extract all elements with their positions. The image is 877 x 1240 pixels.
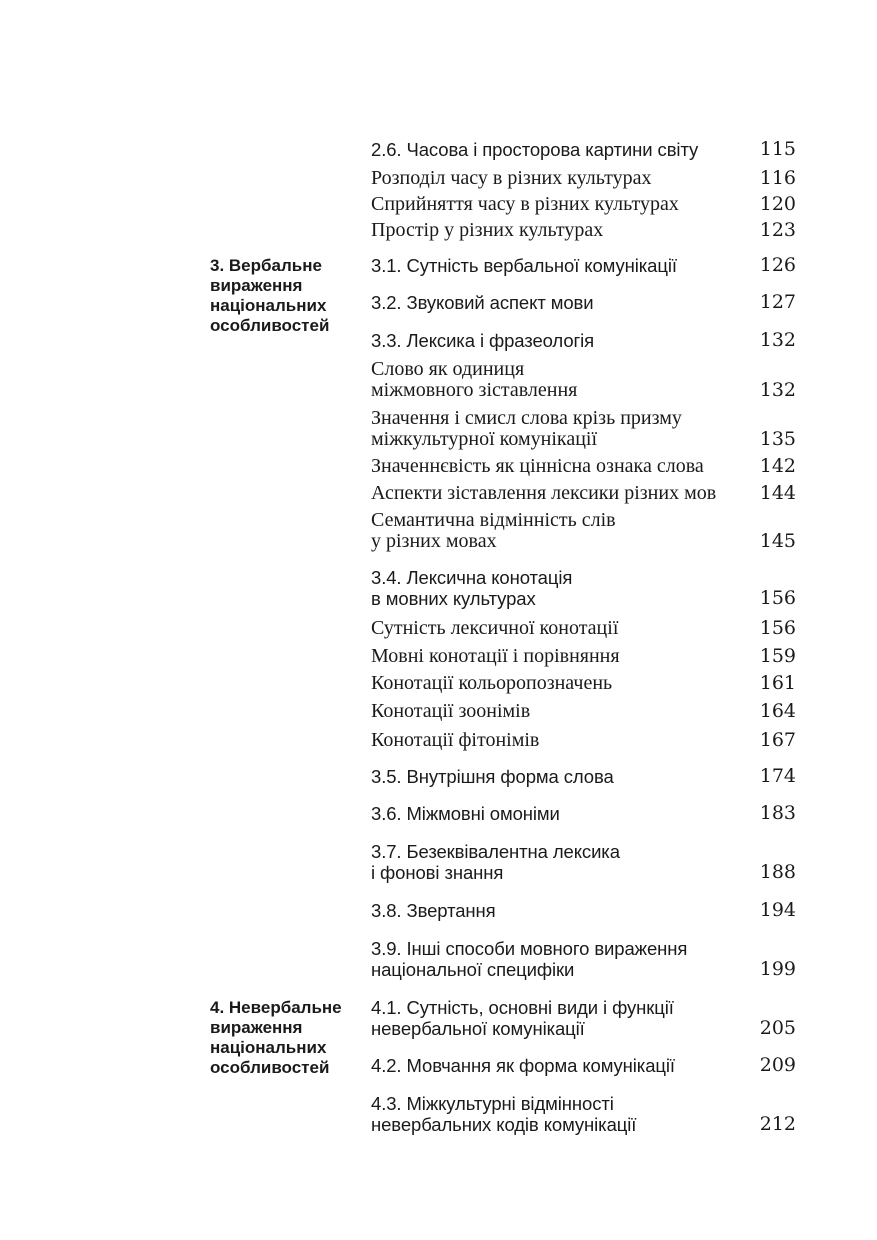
section-heading-line: особливостей bbox=[210, 1058, 330, 1077]
toc-entry-title: 3.2. Звуковий аспект мови bbox=[371, 292, 594, 313]
toc-entry-title: Слово як одиниця bbox=[371, 358, 525, 380]
toc-entry-title: 3.8. Звертання bbox=[371, 900, 496, 921]
toc-entry bbox=[371, 330, 796, 351]
toc-entry bbox=[371, 1093, 796, 1135]
toc-entry-title: невербальних кодів комунікації bbox=[371, 1114, 637, 1135]
toc-page-number: 159 bbox=[759, 645, 796, 667]
toc-entry-title: 3.4. Лексична конотація bbox=[371, 567, 573, 588]
toc-entry bbox=[371, 510, 796, 552]
toc-entry-title: невербальної комунікації bbox=[371, 1018, 585, 1039]
toc-entry bbox=[371, 220, 796, 241]
section-heading-line: вираження bbox=[210, 276, 303, 295]
toc-entry-title: Мовні конотації і порівняння bbox=[371, 645, 620, 667]
toc-entry bbox=[371, 483, 796, 504]
toc-page-number: 161 bbox=[759, 672, 796, 694]
toc-entry bbox=[371, 673, 796, 694]
toc-entry-title: 2.6. Часова і просторова картини світу bbox=[371, 139, 699, 160]
toc-entry bbox=[371, 456, 796, 477]
toc-page-number: 164 bbox=[759, 700, 796, 722]
toc-page-number: 183 bbox=[759, 802, 796, 824]
toc-entry bbox=[371, 701, 796, 722]
toc-entry bbox=[371, 194, 796, 215]
section-heading-line: вираження bbox=[210, 1018, 303, 1037]
section-heading-4 bbox=[210, 998, 342, 1078]
toc-page-number: 123 bbox=[759, 219, 796, 241]
toc-entry-title: 3.7. Безеквівалентна лексика bbox=[371, 841, 620, 862]
section-heading-line: 3. Вербальне bbox=[210, 256, 322, 275]
toc-page-number: 120 bbox=[759, 193, 796, 215]
toc-entry bbox=[371, 900, 796, 921]
toc-entry-title: у різних мовах bbox=[371, 530, 497, 552]
toc-entry bbox=[371, 567, 796, 609]
toc-page-number: 145 bbox=[759, 530, 796, 552]
toc-page-number: 116 bbox=[759, 167, 796, 189]
toc-entry-title: Сприйняття часу в різних культурах bbox=[371, 193, 679, 215]
toc-entry bbox=[371, 292, 796, 313]
toc-entry-title: Конотації кольоропозначень bbox=[371, 672, 613, 694]
toc-page-number: 156 bbox=[759, 617, 796, 639]
toc-entry-title: 3.1. Сутність вербальної комунікації bbox=[371, 255, 677, 276]
toc-page-number: 115 bbox=[759, 138, 796, 160]
toc-page-number: 188 bbox=[759, 861, 796, 883]
toc-entry-title: 3.3. Лексика і фразеологія bbox=[371, 330, 595, 351]
toc-page-number: 142 bbox=[759, 455, 796, 477]
toc-page-number: 174 bbox=[759, 765, 796, 787]
toc-entry bbox=[371, 359, 796, 401]
toc-entry bbox=[371, 168, 796, 189]
toc-entry bbox=[371, 841, 796, 883]
toc-page-number: 205 bbox=[759, 1017, 796, 1039]
toc-entry-title: Сутність лексичної конотації bbox=[371, 617, 619, 639]
toc-entry-title: 3.6. Міжмовні омоніми bbox=[371, 803, 560, 824]
toc-page-number: 132 bbox=[759, 329, 796, 351]
toc-page-number: 135 bbox=[759, 428, 796, 450]
toc-page-number: 199 bbox=[759, 958, 796, 980]
toc-page-number: 167 bbox=[759, 729, 796, 751]
section-heading-line: національних bbox=[210, 1038, 327, 1057]
section-heading-line: 4. Невербальне bbox=[210, 998, 342, 1017]
toc-entry bbox=[371, 646, 796, 667]
toc-entry-title: національної специфіки bbox=[371, 959, 575, 980]
toc-entry-title: міжкультурної комунікації bbox=[371, 428, 598, 450]
toc-page-number: 144 bbox=[759, 482, 796, 504]
toc-entry-title: 3.5. Внутрішня форма слова bbox=[371, 766, 614, 787]
toc-entry-title: Значеннєвість як ціннісна ознака слова bbox=[371, 455, 704, 477]
toc-entry bbox=[371, 1055, 796, 1076]
section-heading-line: особливостей bbox=[210, 316, 330, 335]
toc-entry-title: Конотації зоонімів bbox=[371, 700, 531, 722]
toc-page-number: 156 bbox=[759, 587, 796, 609]
toc-entry bbox=[371, 803, 796, 824]
toc-entry-title: Семантична відмінність слів bbox=[371, 509, 616, 531]
toc-entry-title: Розподіл часу в різних культурах bbox=[371, 167, 652, 189]
toc-entry-title: Простір у різних культурах bbox=[371, 219, 604, 241]
toc-entry-title: 4.1. Сутність, основні види і функції bbox=[371, 997, 674, 1018]
toc-entry-title: Конотації фітонімів bbox=[371, 729, 540, 751]
toc-page-number: 212 bbox=[759, 1113, 796, 1135]
toc-entry-title: Аспекти зіставлення лексики різних мов bbox=[371, 482, 717, 504]
toc-entry-title: і фонові знання bbox=[371, 862, 504, 883]
toc-entry-title: 3.9. Інші способи мовного вираження bbox=[371, 938, 688, 959]
toc-entry bbox=[371, 938, 796, 980]
toc-page-number: 132 bbox=[759, 379, 796, 401]
toc-entry bbox=[371, 766, 796, 787]
toc-entry bbox=[371, 730, 796, 751]
toc-entry-title: 4.2. Мовчання як форма комунікації bbox=[371, 1055, 675, 1076]
toc-entry bbox=[371, 408, 796, 450]
section-heading-line: національних bbox=[210, 296, 327, 315]
toc-entry bbox=[371, 997, 796, 1039]
toc-entry-title: в мовних культурах bbox=[371, 588, 536, 609]
toc-entry bbox=[371, 618, 796, 639]
section-heading-3 bbox=[210, 256, 329, 336]
toc-entry-title: міжмовного зіставлення bbox=[371, 379, 578, 401]
toc-page-number: 209 bbox=[759, 1054, 796, 1076]
toc-entry bbox=[371, 255, 796, 276]
toc-entry-title: Значення і смисл слова крізь призму bbox=[371, 407, 682, 429]
toc-entry-title: 4.3. Міжкультурні відмінності bbox=[371, 1093, 614, 1114]
toc-page-number: 126 bbox=[759, 254, 796, 276]
toc-page-number: 194 bbox=[759, 899, 796, 921]
toc-entry bbox=[371, 139, 796, 160]
toc-page-number: 127 bbox=[759, 291, 796, 313]
